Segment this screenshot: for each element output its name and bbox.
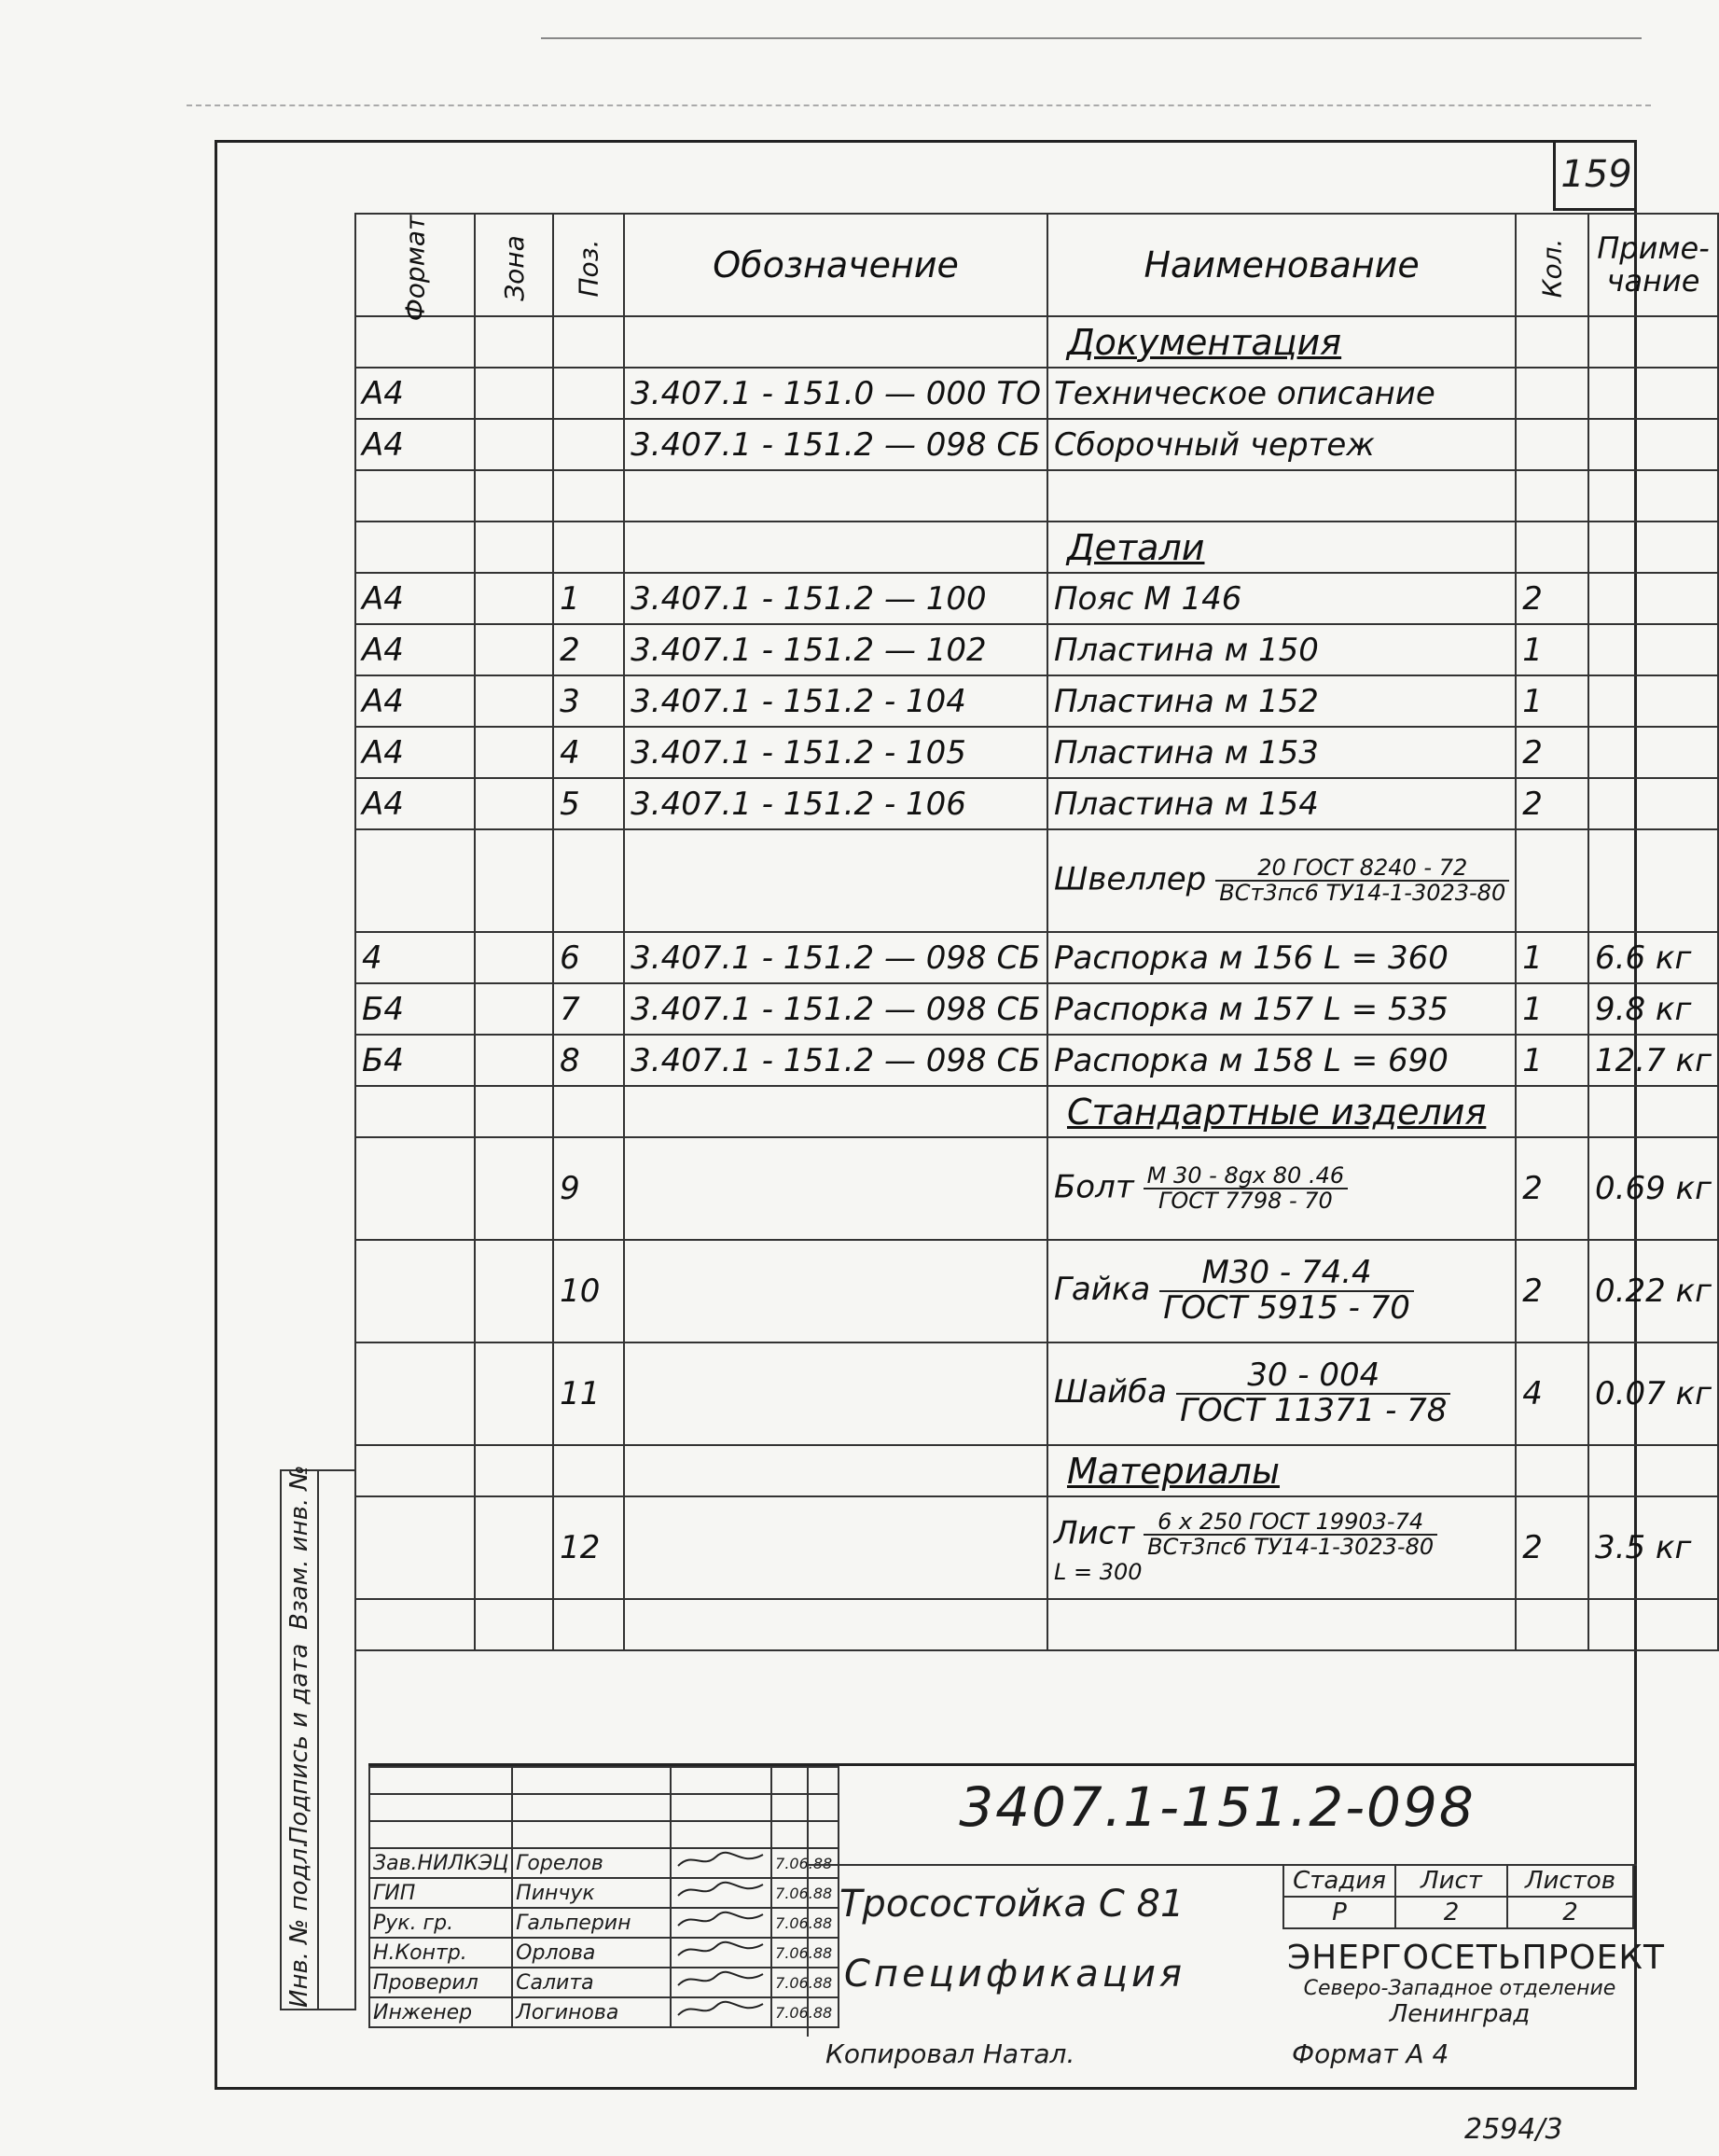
item-name: Швеллер <box>1053 860 1207 898</box>
signature-scribble-icon <box>674 1849 768 1871</box>
qty-cell <box>1516 316 1588 368</box>
table-row <box>355 1445 1718 1496</box>
format-cell: А4 <box>355 675 475 727</box>
zone-cell <box>475 1445 554 1496</box>
signature-role: Инженер <box>369 1997 512 2027</box>
designation-cell <box>624 1445 1047 1496</box>
format-cell <box>355 1599 475 1650</box>
title-block <box>368 1763 1665 2037</box>
zone-cell <box>475 522 554 573</box>
name-cell: Пластина м 153 <box>1047 727 1516 778</box>
name-cell <box>1047 1342 1516 1445</box>
signature-cell <box>369 1821 512 1848</box>
signature-date: 7.06.88 <box>771 1997 839 2027</box>
name-cell: Пластина м 154 <box>1047 778 1516 829</box>
zone-cell <box>475 727 554 778</box>
pos-cell <box>553 419 624 470</box>
signature-scribble-icon <box>674 1879 768 1901</box>
signature-row <box>369 1938 839 1968</box>
designation-cell <box>624 470 1047 522</box>
name-cell: Сборочный чертеж <box>1047 419 1516 470</box>
product-title: Тросостойка С 81 <box>839 1883 1185 1926</box>
specification-body <box>355 316 1718 1650</box>
pos-cell: 4 <box>553 727 624 778</box>
qty-cell <box>1516 470 1588 522</box>
format-cell: А4 <box>355 778 475 829</box>
name-cell <box>1047 1137 1516 1240</box>
zone-cell <box>475 1342 554 1445</box>
qty-cell: 1 <box>1516 983 1588 1035</box>
header-name: Наименование <box>1047 214 1516 316</box>
zone-cell <box>475 675 554 727</box>
name-cell <box>1047 829 1516 932</box>
signature-cell <box>671 1767 771 1794</box>
pos-cell <box>553 368 624 419</box>
format-cell <box>355 522 475 573</box>
format-cell <box>355 1496 475 1599</box>
pos-cell <box>553 470 624 522</box>
note-cell: 0.22 кг <box>1588 1240 1718 1342</box>
name-cell <box>1047 1240 1516 1342</box>
signature-row <box>369 1908 839 1938</box>
qty-cell: 1 <box>1516 1035 1588 1086</box>
designation-cell: 3.407.1 - 151.2 — 098 СБ <box>624 419 1047 470</box>
note-cell: 3.5 кг <box>1588 1496 1718 1599</box>
note-cell <box>1588 316 1718 368</box>
qty-cell: 2 <box>1516 1137 1588 1240</box>
copied-by: Копировал Натал. <box>825 2038 1075 2069</box>
note-cell <box>1588 522 1718 573</box>
qty-cell: 2 <box>1516 573 1588 624</box>
table-row <box>355 419 1718 470</box>
fraction-denominator: ВСт3пс6 ТУ14-1-3023-80 <box>1147 1534 1435 1560</box>
pos-cell: 11 <box>553 1342 624 1445</box>
designation-cell: 3.407.1 - 151.2 - 106 <box>624 778 1047 829</box>
signature-role: Зав.НИЛКЭЦ <box>369 1848 512 1878</box>
qty-cell: 1 <box>1516 675 1588 727</box>
name-cell: Распорка м 157 L = 535 <box>1047 983 1516 1035</box>
signature-row <box>369 1848 839 1878</box>
zone-cell <box>475 368 554 419</box>
format-cell <box>355 1240 475 1342</box>
signature-scribble-icon <box>674 1998 768 2021</box>
table-row <box>355 778 1718 829</box>
designation-cell <box>624 1240 1047 1342</box>
table-row <box>355 1035 1718 1086</box>
table-row <box>355 624 1718 675</box>
top-scan-line <box>541 37 1642 39</box>
format-cell: Б4 <box>355 1035 475 1086</box>
zone-cell <box>475 1137 554 1240</box>
qty-cell: 1 <box>1516 624 1588 675</box>
designation-cell: 3.407.1 - 151.2 - 104 <box>624 675 1047 727</box>
sheet-label: Лист <box>1395 1865 1507 1897</box>
header-row <box>355 214 1718 316</box>
zone-cell <box>475 470 554 522</box>
section-title: Документация <box>1047 316 1516 368</box>
zone-cell <box>475 983 554 1035</box>
fraction <box>1159 1254 1414 1327</box>
table-row <box>355 983 1718 1035</box>
pos-cell <box>553 1086 624 1137</box>
pos-cell: 9 <box>553 1137 624 1240</box>
signature-name: Салита <box>512 1968 671 1997</box>
qty-cell <box>1516 1599 1588 1650</box>
name-cell: Пластина м 152 <box>1047 675 1516 727</box>
signature-scribble-icon <box>674 1909 768 1931</box>
table-row <box>355 316 1718 368</box>
name-cell <box>1047 1496 1516 1599</box>
fraction <box>1176 1356 1450 1429</box>
pos-cell: 6 <box>553 932 624 983</box>
stage-table <box>1282 1864 1634 1929</box>
sheets-label: Листов <box>1507 1865 1633 1897</box>
name-cell: Техническое описание <box>1047 368 1516 419</box>
section-title: Материалы <box>1047 1445 1516 1496</box>
fraction-numerator: М 30 - 8gх 80 .46 <box>1144 1164 1348 1189</box>
signature-table <box>368 1766 839 2028</box>
signature-role: Рук. гр. <box>369 1908 512 1938</box>
section-title: Стандартные изделия <box>1047 1086 1516 1137</box>
inventory-number: 2594/3 <box>1464 2113 1563 2146</box>
fraction-item <box>1054 856 1509 905</box>
item-name: Гайка <box>1053 1271 1151 1309</box>
format-cell: А4 <box>355 727 475 778</box>
signature-cell <box>369 1794 512 1821</box>
designation-cell <box>624 316 1047 368</box>
designation-cell <box>624 829 1047 932</box>
format-cell: А4 <box>355 368 475 419</box>
signature-name: Гальперин <box>512 1908 671 1938</box>
qty-cell: 2 <box>1516 727 1588 778</box>
signature-mark <box>671 1848 771 1878</box>
signature-row-blank <box>369 1767 839 1794</box>
signature-cell <box>512 1794 671 1821</box>
pos-cell <box>553 316 624 368</box>
designation-cell: 3.407.1 - 151.0 — 000 ТО <box>624 368 1047 419</box>
signature-role: Проверил <box>369 1968 512 1997</box>
zone-cell <box>475 316 554 368</box>
signature-row <box>369 1997 839 2027</box>
signature-date: 7.06.88 <box>771 1908 839 1938</box>
name-cell: Распорка м 158 L = 690 <box>1047 1035 1516 1086</box>
note-cell: 6.6 кг <box>1588 932 1718 983</box>
pos-cell: 10 <box>553 1240 624 1342</box>
designation-cell <box>624 1496 1047 1599</box>
side-label-inventory: Инв. № подл. <box>285 1840 313 2008</box>
designation-cell <box>624 1599 1047 1650</box>
pos-cell: 7 <box>553 983 624 1035</box>
zone-cell <box>475 932 554 983</box>
note-cell <box>1588 727 1718 778</box>
pos-cell: 8 <box>553 1035 624 1086</box>
qty-cell <box>1516 1086 1588 1137</box>
table-row <box>355 727 1718 778</box>
signature-mark <box>671 1968 771 1997</box>
signature-cell <box>512 1767 671 1794</box>
signature-name: Орлова <box>512 1938 671 1968</box>
signature-scribble-icon <box>674 1968 768 1991</box>
note-cell <box>1588 573 1718 624</box>
fraction-item <box>1053 1254 1509 1327</box>
pos-cell: 5 <box>553 778 624 829</box>
note-cell: 12.7 кг <box>1588 1035 1718 1086</box>
organization <box>1287 1939 1665 2028</box>
note-cell: 0.69 кг <box>1588 1137 1718 1240</box>
fraction-numerator: 6 х 250 ГОСТ 19903-74 <box>1144 1510 1437 1536</box>
pos-cell <box>553 1599 624 1650</box>
note-cell <box>1588 368 1718 419</box>
side-stamp-labels <box>282 1465 319 2009</box>
signature-scribble-icon <box>674 1939 768 1961</box>
qty-cell <box>1516 522 1588 573</box>
pos-cell: 2 <box>553 624 624 675</box>
signature-row <box>369 1968 839 1997</box>
signature-date: 7.06.88 <box>771 1848 839 1878</box>
fraction-denominator: ГОСТ 7798 - 70 <box>1158 1188 1333 1214</box>
note-cell <box>1588 829 1718 932</box>
signature-row-blank <box>369 1794 839 1821</box>
signature-cell <box>671 1794 771 1821</box>
table-row <box>355 470 1718 522</box>
signature-name: Пинчук <box>512 1878 671 1908</box>
stage-label: Стадия <box>1283 1865 1395 1897</box>
header-note: Приме-чание <box>1588 214 1718 316</box>
pos-cell: 12 <box>553 1496 624 1599</box>
format-cell <box>355 1445 475 1496</box>
table-row <box>355 932 1718 983</box>
signature-mark <box>671 1878 771 1908</box>
specification-table <box>354 213 1719 1651</box>
format-cell <box>355 1137 475 1240</box>
zone-cell <box>475 573 554 624</box>
document-type: Спецификация <box>844 1953 1186 1996</box>
note-cell <box>1588 1086 1718 1137</box>
fraction-numerator: М30 - 74.4 <box>1159 1257 1414 1292</box>
format-cell: А4 <box>355 573 475 624</box>
organization-name: ЭНЕРГОСЕТЬПРОЕКТ <box>1287 1939 1665 1977</box>
designation-cell: 3.407.1 - 151.2 — 100 <box>624 573 1047 624</box>
signature-date: 7.06.88 <box>771 1938 839 1968</box>
top-scan-dashed-line <box>187 104 1651 106</box>
format-cell: 4 <box>355 932 475 983</box>
zone-cell <box>475 1599 554 1650</box>
pos-cell <box>553 1445 624 1496</box>
table-row <box>355 573 1718 624</box>
signature-name: Горелов <box>512 1848 671 1878</box>
item-extra: L = 300 <box>1053 1559 1143 1586</box>
qty-cell: 2 <box>1516 1240 1588 1342</box>
fraction-denominator: ГОСТ 11371 - 78 <box>1180 1392 1448 1429</box>
note-cell <box>1588 470 1718 522</box>
organization-city: Ленинград <box>1389 2000 1531 2028</box>
fraction-denominator: ВСт3пс6 ТУ14-1-3023-80 <box>1219 880 1506 906</box>
designation-cell <box>624 1342 1047 1445</box>
name-cell: Пластина м 150 <box>1047 624 1516 675</box>
format-cell <box>355 316 475 368</box>
signature-cell <box>512 1821 671 1848</box>
table-row <box>355 1342 1718 1445</box>
name-cell: Распорка м 156 L = 360 <box>1047 932 1516 983</box>
pos-cell <box>553 522 624 573</box>
fraction <box>1215 856 1509 905</box>
zone-cell <box>475 778 554 829</box>
item-name: Шайба <box>1053 1373 1168 1412</box>
header-pos: Поз. <box>553 214 624 316</box>
format-cell: Б4 <box>355 983 475 1035</box>
signature-mark <box>671 1908 771 1938</box>
fraction <box>1144 1161 1348 1214</box>
format-cell <box>355 1342 475 1445</box>
designation-cell: 3.407.1 - 151.2 — 102 <box>624 624 1047 675</box>
qty-cell: 4 <box>1516 1342 1588 1445</box>
zone-cell <box>475 1496 554 1599</box>
side-stamp-values <box>319 1471 354 2009</box>
side-label-replace: Взам. инв. № <box>285 1465 313 1630</box>
signature-cell <box>671 1821 771 1848</box>
fraction-numerator: 20 ГОСТ 8240 - 72 <box>1215 856 1509 882</box>
note-cell <box>1588 675 1718 727</box>
table-row <box>355 675 1718 727</box>
signature-mark <box>671 1997 771 2027</box>
document-number: 3407.1-151.2-098 <box>959 1775 1476 1839</box>
note-cell: 9.8 кг <box>1588 983 1718 1035</box>
zone-cell <box>475 1035 554 1086</box>
designation-cell <box>624 522 1047 573</box>
name-cell <box>1047 1599 1516 1650</box>
format-cell: А4 <box>355 624 475 675</box>
table-row <box>355 368 1718 419</box>
name-cell <box>1047 470 1516 522</box>
table-row <box>355 1086 1718 1137</box>
qty-cell <box>1516 829 1588 932</box>
qty-cell <box>1516 419 1588 470</box>
designation-cell <box>624 1137 1047 1240</box>
side-label-signature: Подпись и дата <box>285 1643 313 1844</box>
zone-cell <box>475 829 554 932</box>
fraction-item <box>1053 1356 1509 1429</box>
side-stamp <box>280 1465 356 2010</box>
signature-date: 7.06.88 <box>771 1968 839 1997</box>
signature-row <box>369 1878 839 1908</box>
fraction-item <box>1054 1510 1509 1559</box>
note-cell <box>1588 1445 1718 1496</box>
pos-cell <box>553 829 624 932</box>
note-cell <box>1588 1599 1718 1650</box>
stage-value: Р <box>1283 1897 1395 1928</box>
organization-branch: Северо-Западное отделение <box>1303 1977 1616 2000</box>
note-cell: 0.07 кг <box>1588 1342 1718 1445</box>
signature-cell <box>369 1767 512 1794</box>
qty-cell: 2 <box>1516 778 1588 829</box>
table-row <box>355 1240 1718 1342</box>
designation-cell: 3.407.1 - 151.2 — 098 СБ <box>624 932 1047 983</box>
name-cell: Пояс М 146 <box>1047 573 1516 624</box>
designation-cell <box>624 1086 1047 1137</box>
pos-cell: 1 <box>553 573 624 624</box>
signature-mark <box>671 1938 771 1968</box>
signature-name: Логинова <box>512 1997 671 2027</box>
paper-format: Формат А 4 <box>1292 2038 1449 2069</box>
qty-cell <box>1516 368 1588 419</box>
table-row <box>355 1496 1718 1599</box>
header-zone: Зона <box>475 214 554 316</box>
designation-cell: 3.407.1 - 151.2 — 098 СБ <box>624 983 1047 1035</box>
header-format: Формат <box>355 214 475 316</box>
format-cell: А4 <box>355 419 475 470</box>
zone-cell <box>475 624 554 675</box>
section-title: Детали <box>1047 522 1516 573</box>
format-cell <box>355 1086 475 1137</box>
note-cell <box>1588 419 1718 470</box>
format-cell <box>355 829 475 932</box>
signature-date: 7.06.88 <box>771 1878 839 1908</box>
pos-cell: 3 <box>553 675 624 727</box>
table-row <box>355 829 1718 932</box>
note-cell <box>1588 624 1718 675</box>
item-name: Болт <box>1053 1168 1134 1206</box>
designation-cell: 3.407.1 - 151.2 - 105 <box>624 727 1047 778</box>
zone-cell <box>475 1240 554 1342</box>
fraction-denominator: ГОСТ 5915 - 70 <box>1163 1289 1410 1327</box>
designation-cell: 3.407.1 - 151.2 — 098 СБ <box>624 1035 1047 1086</box>
signature-role: ГИП <box>369 1878 512 1908</box>
fraction-numerator: 30 - 004 <box>1176 1359 1450 1395</box>
signature-role: Н.Контр. <box>369 1938 512 1968</box>
signature-row-blank <box>369 1821 839 1848</box>
item-name: Лист <box>1053 1514 1135 1552</box>
fraction <box>1144 1510 1437 1559</box>
zone-cell <box>475 1086 554 1137</box>
header-qty: Кол. <box>1516 214 1588 316</box>
qty-cell: 1 <box>1516 932 1588 983</box>
header-designation: Обозначение <box>624 214 1047 316</box>
sheets-value: 2 <box>1507 1897 1633 1928</box>
format-cell <box>355 470 475 522</box>
sheet-value: 2 <box>1395 1897 1507 1928</box>
qty-cell: 2 <box>1516 1496 1588 1599</box>
note-cell <box>1588 778 1718 829</box>
table-row <box>355 522 1718 573</box>
sheet-number: 159 <box>1553 140 1637 211</box>
table-row <box>355 1137 1718 1240</box>
table-row <box>355 1599 1718 1650</box>
fraction-item <box>1053 1161 1509 1214</box>
zone-cell <box>475 419 554 470</box>
qty-cell <box>1516 1445 1588 1496</box>
